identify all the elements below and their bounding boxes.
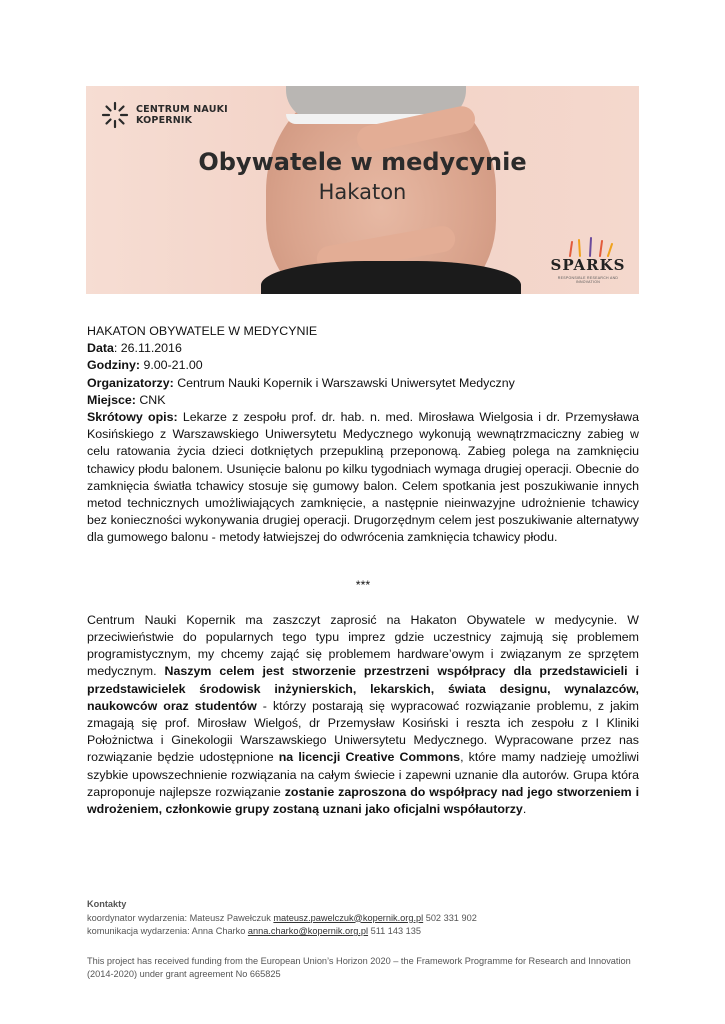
event-date <box>87 340 639 357</box>
comms-prefix: komunikacja wydarzenia: Anna Charko <box>87 926 248 936</box>
banner-subtitle: Hakaton <box>318 180 407 204</box>
sparks-logo-tagline: RESPONSIBLE RESEARCH AND INNOVATION <box>557 276 619 284</box>
sparks-logo <box>548 236 628 286</box>
contacts-label-text: Kontakty <box>87 899 127 909</box>
event-summary <box>87 409 639 547</box>
coordinator-prefix: koordynator wydarzenia: Mateusz Pawełczuk <box>87 912 274 923</box>
footer <box>87 898 647 982</box>
banner-photo-shorts <box>261 261 521 294</box>
section-separator: *** <box>355 577 371 592</box>
funding-note: This project has received funding from the European Union’s Horizon 2020 – the Framework Programme for Research and Innovation (2014-2020) under grant agreement No 665825 <box>87 955 631 979</box>
event-place-label: Miejsce: <box>87 392 136 407</box>
event-place-value: CNK <box>135 392 166 407</box>
event-organizers <box>87 375 639 392</box>
comms-email-link[interactable]: anna.charko@kopernik.org.pl <box>247 926 369 936</box>
invitation-bold2: na licencji Creative Commons <box>278 750 461 765</box>
event-organizers-label: Organizatorzy: <box>87 375 174 390</box>
invitation-part2: - którzy postarają się wypracować rozwiązanie problemu, z jakim zmagają się prof. Mirosław Wielgoś, dr Przemysław Kosiński i reszta ich zespołu z I Kliniki Położnictwa i Ginekologii Warszawskiego Uniwersytetu Medycznego. Wypracowane przez nas rozwiązanie będzie udostępnione <box>87 698 639 765</box>
sparks-logo-word: SPARKS <box>550 256 626 274</box>
event-hours-label: Godziny: <box>87 358 140 373</box>
invitation-bold3: zostanie zaproszona do współpracy nad jego stworzeniem i wdrożeniem, członkowie grupy zostaną uznani jako oficjalni współautorzy <box>87 784 640 817</box>
sparks-logo-icon <box>548 236 628 258</box>
event-date-value: : 26.11.2016 <box>113 341 182 356</box>
cnk-logo-line1: CENTRUM NAUKI <box>136 104 228 115</box>
cnk-logo <box>100 100 228 130</box>
event-summary-label: Skrótowy opis: <box>87 410 178 425</box>
event-organizers-value: Centrum Nauki Kopernik i Warszawski Uniwersytet Medyczny <box>173 375 515 390</box>
comms-contact <box>87 925 647 939</box>
event-hours-value: 9.00-21.00 <box>140 358 203 373</box>
invitation-paragraph <box>87 612 639 818</box>
contacts-label <box>87 898 647 912</box>
event-banner <box>86 86 639 294</box>
event-heading: HAKATON OBYWATELE W MEDYCYNIE <box>87 324 318 338</box>
event-summary-text: Lekarze z zespołu prof. dr. hab. n. med. Mirosława Wielgosia i dr. Przemysława Kosińskiego z Warszawskiego Uniwersytetu Medycznego wykonują wewnątrzmaciczny zabieg w celu ratowania życia dzieci dotkniętych przepukliną przeponową. Zabieg polega na zamknięciu tchawicy płodu balonem. Usunięcie balonu po kilku tygodniach wymaga drugiej operacji. Obecnie do zamknięcia światła tchawicy stosuje się gumowy balon. Celem spotkania jest poszukiwanie innych metod technicznych umożliwiających zamknięcie, a następnie nieinwazyjne udrożnienie tchawicy bez konieczności wykonywania drugiej operacji. Drugorzędnym celem jest poszukiwanie alternatywy dla gumowego balonu - metody łatwiejszej do odwrócenia zamknięcia tchawicy płodu. <box>87 410 639 545</box>
event-date-label: Data <box>87 341 114 356</box>
invitation-part1: Centrum Nauki Kopernik ma zaszczyt zaprosić na Hakaton Obywatele w medycynie. W przeciwieństwie do popularnych tego typu imprez gdzie uczestnicy zajmują się problemem programistycznym, my chcemy zająć się problemem hardware’owym i związanym ze sprzętem medycznym. <box>87 612 639 679</box>
cnk-logo-line2: KOPERNIK <box>136 115 193 126</box>
cnk-logo-icon <box>100 100 130 130</box>
coordinator-contact <box>87 912 647 926</box>
invitation-part4: . <box>522 802 527 817</box>
invitation-part3: , które mamy nadzieję umożliwi szybkie upowszechnienie rozwiązania na całym świecie i zapewni uznanie dla autorów. Grupa która zaproponuje najlepsze rozwiązanie <box>87 750 639 799</box>
document-body <box>87 323 639 818</box>
comms-phone: 511 143 135 <box>368 926 421 936</box>
coordinator-email-link[interactable]: mateusz.pawelczuk@kopernik.org.pl <box>273 912 424 923</box>
event-hours <box>87 357 639 374</box>
banner-title: Obywatele w medycynie <box>198 148 527 176</box>
cnk-logo-text <box>136 104 228 126</box>
coordinator-phone: 502 331 902 <box>423 912 477 923</box>
invitation-bold1: Naszym celem jest stworzenie przestrzeni współpracy dla przedstawicieli i przedstawicielek środowisk inżynierskich, lekarskich, świata designu, wynalazców, naukowców oraz studentów <box>87 664 640 713</box>
event-place <box>87 392 639 409</box>
